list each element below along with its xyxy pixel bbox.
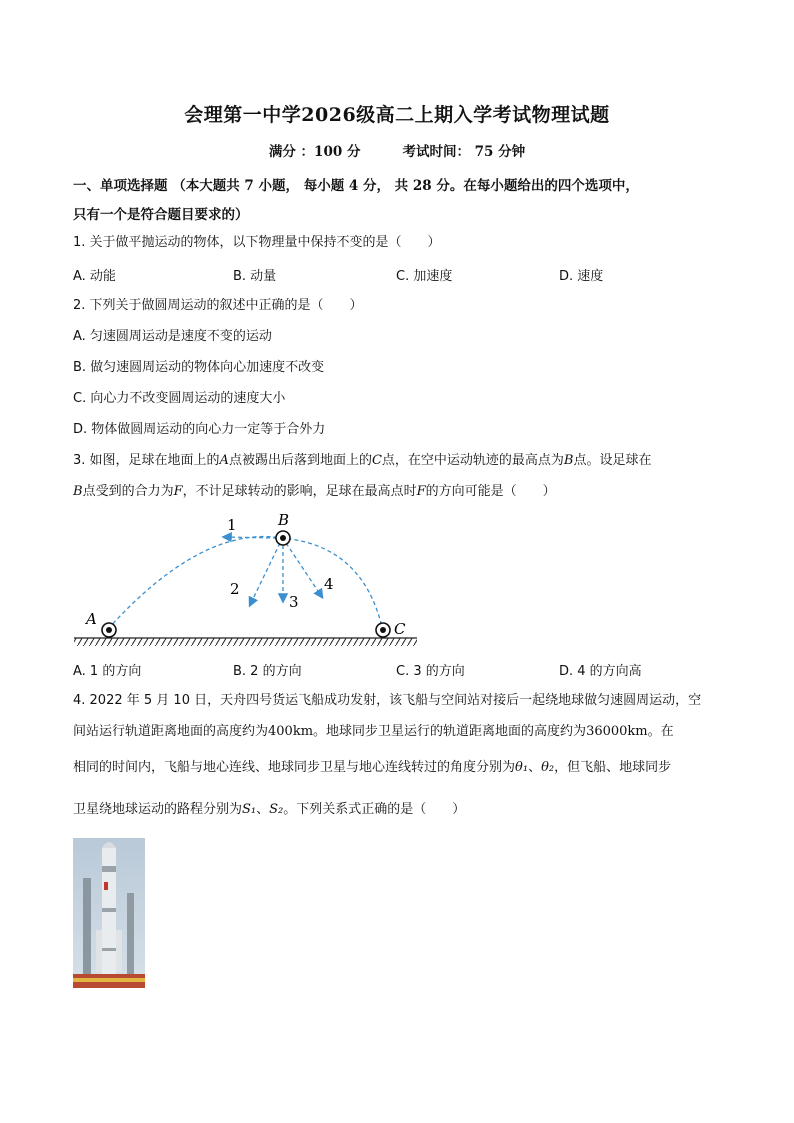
q1-option-d[interactable]: D. 速度 xyxy=(559,269,604,284)
q3-option-d[interactable]: D. 4 的方向高 xyxy=(559,664,642,679)
label-c: C xyxy=(394,620,406,638)
full-marks: 满分 ：100 分 xyxy=(268,144,361,160)
label-dir-2: 2 xyxy=(230,580,240,598)
q3-option-a[interactable]: A. 1 的方向 xyxy=(73,664,142,679)
question-1-options xyxy=(73,265,733,285)
q2-option-a[interactable]: A. 匀速圆周运动是速度不变的运动 xyxy=(73,329,272,344)
ball-b-icon xyxy=(276,531,290,545)
trajectory-path xyxy=(108,537,382,629)
trajectory-diagram xyxy=(72,505,422,655)
q1-option-b[interactable]: B. 动量 xyxy=(233,269,277,284)
arrow-4 xyxy=(286,543,322,597)
var-f: F xyxy=(173,484,183,499)
question-1-stem: 1. 关于做平抛运动的物体，以下物理量中保持不变的是（ ） xyxy=(73,235,441,250)
exam-subtitle xyxy=(0,140,794,160)
question-4-line3: 相同的时间内，飞船与地心连线、地球同步卫星与地心连线转过的角度分别为θ₁、θ₂，但飞船、地球同步 xyxy=(73,760,672,775)
question-4-line2: 间站运行轨道距离地面的高度约为400km。地球同步卫星运行的轨道距离地面的高度约为36000km。在 xyxy=(73,724,674,739)
theta-1: θ₁ xyxy=(515,760,529,775)
orbit-height-station: 400km xyxy=(268,724,314,739)
section-heading-line1: 一、单项选择题 （本大题共 7 小题， 每小题 4 分， 共 28 分。在每小题给出的四个选项中， xyxy=(73,178,639,194)
q3-option-b[interactable]: B. 2 的方向 xyxy=(233,664,302,679)
theta-2: θ₂ xyxy=(541,760,555,775)
ball-a-icon xyxy=(102,623,116,637)
label-dir-1: 1 xyxy=(227,516,237,534)
orbit-height-geo: 36000km xyxy=(586,724,648,739)
exam-title: 会理第一中学2026级高二上期入学考试物理试题 xyxy=(184,104,610,126)
var-a: A xyxy=(219,453,229,468)
rocket-photo xyxy=(73,838,145,988)
var-c: C xyxy=(371,453,382,468)
exam-time: 考试时间： 75 分钟 xyxy=(402,144,526,160)
s-2: S₂ xyxy=(269,802,284,817)
q1-option-c[interactable]: C. 加速度 xyxy=(396,269,453,284)
arrow-2 xyxy=(250,543,280,605)
label-dir-3: 3 xyxy=(289,593,299,611)
label-dir-4: 4 xyxy=(324,575,334,593)
label-a: A xyxy=(86,610,97,628)
var-b: B xyxy=(563,453,574,468)
question-2-stem: 2. 下列关于做圆周运动的叙述中正确的是（ ） xyxy=(73,298,363,313)
question-3-options xyxy=(73,660,733,680)
s-1: S₁ xyxy=(242,802,257,817)
q3-option-c[interactable]: C. 3 的方向 xyxy=(396,664,465,679)
var-b-2: B xyxy=(73,484,83,499)
question-4-line4: 卫星绕地球运动的路程分别为S₁、S₂。下列关系式正确的是（ ） xyxy=(73,802,466,817)
section-heading xyxy=(73,172,733,230)
q2-option-b[interactable]: B. 做匀速圆周运动的物体向心加速度不改变 xyxy=(73,360,325,375)
ground-hatch xyxy=(74,638,417,646)
question-4-line1: 4. 2022 年 5 月 10 日，天舟四号货运飞船成功发射，该飞船与空间站对接后一起绕地球做匀速圆周运动，空 xyxy=(73,693,702,708)
label-b: B xyxy=(278,511,290,529)
q1-option-a[interactable]: A. 动能 xyxy=(73,269,116,284)
ball-c-icon xyxy=(376,623,390,637)
q2-option-c[interactable]: C. 向心力不改变圆周运动的速度大小 xyxy=(73,391,286,406)
question-3-stem-line1: 3. 如图，足球在地面上的A点被踢出后落到地面上的C点，在空中运动轨迹的最高点为B点。设足球在 xyxy=(73,453,652,468)
section-heading-line2: 只有一个是符合题目要求的） xyxy=(73,207,249,223)
q2-option-d[interactable]: D. 物体做圆周运动的向心力一定等于合外力 xyxy=(73,422,326,437)
question-3-stem-line2: B点受到的合力为F，不计足球转动的影响，足球在最高点时F的方向可能是（ ） xyxy=(73,484,556,499)
var-f-2: F xyxy=(416,484,426,499)
